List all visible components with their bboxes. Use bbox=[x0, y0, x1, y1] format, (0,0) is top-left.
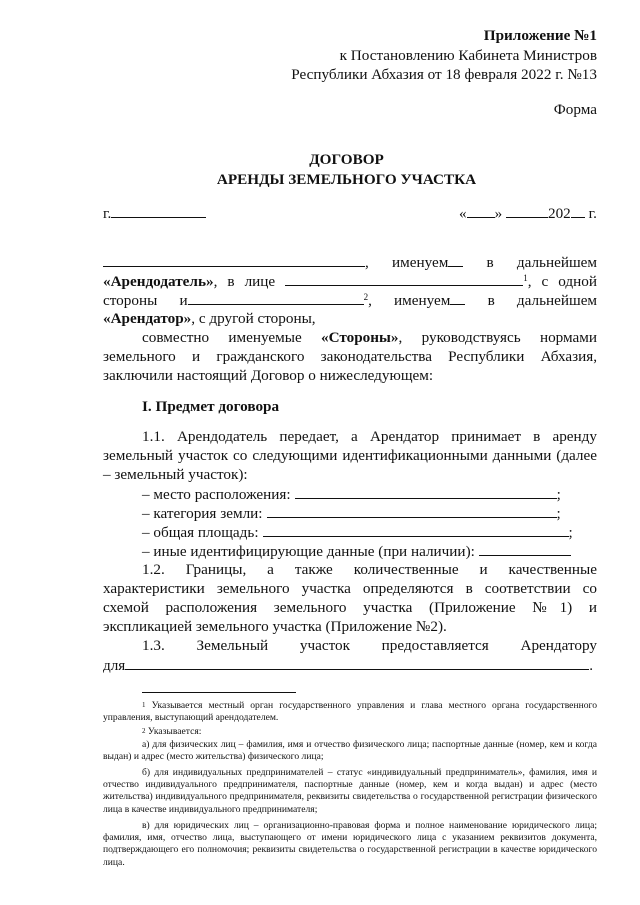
clause-1-2-line-2: характеристики земельного участка определяются в соответствии со bbox=[103, 580, 597, 597]
footnote-1 bbox=[103, 700, 597, 724]
purpose-blank[interactable] bbox=[125, 655, 589, 670]
clause-1-3-line-2 bbox=[103, 655, 593, 676]
form-label: Форма bbox=[553, 101, 597, 118]
ending-blank-2[interactable] bbox=[450, 290, 465, 305]
city-field[interactable] bbox=[103, 203, 206, 224]
area-row bbox=[142, 522, 573, 543]
ending-blank-1[interactable] bbox=[448, 252, 463, 267]
parties-line-1: , именуем в дальнейшем bbox=[103, 252, 597, 273]
doc-title-2: АРЕНДЫ ЗЕМЕЛЬНОГО УЧАСТКА bbox=[216, 171, 477, 188]
year-blank[interactable] bbox=[571, 203, 585, 218]
year-suffix: г. bbox=[588, 205, 597, 222]
footnote-1-text: Указывается местный орган государственного управления и глава местного органа государственного управления, выступающий арендодателем. bbox=[103, 700, 598, 724]
category-blank[interactable] bbox=[267, 503, 557, 518]
clause-1-2-line-1: 1.2. Границы, а также количественные и качественные bbox=[142, 561, 597, 578]
clause-1-3-line-1: 1.3. Земельный участок предоставляется Арендатору bbox=[142, 637, 597, 654]
category-row bbox=[142, 503, 561, 524]
jointly-word: совместно bbox=[142, 329, 210, 346]
area-blank[interactable] bbox=[263, 522, 569, 537]
in-word-2: в bbox=[487, 292, 495, 309]
footnote-2 bbox=[103, 726, 597, 738]
named-word-2: именуем bbox=[394, 292, 451, 309]
lessee-term: «Арендатор» bbox=[103, 310, 192, 327]
category-label: – категория земли: bbox=[142, 505, 263, 522]
named-plural-word: именуемые bbox=[228, 329, 302, 346]
parties-line-6: земельного и гражданского законодательства Республики Абхазия, bbox=[103, 348, 597, 365]
clause-1-2-line-3: схемой расположения земельного участка (Приложение №1) и bbox=[103, 599, 597, 616]
one-side-text: , с одной bbox=[527, 273, 598, 290]
footnote-2c: в) для юридических лиц – организационно-правовая форма и полное наименование юридического лица; фамилия, имя, отчество лица, выступающего от имени юридического лица с указанием реквизитов документа, подтверждающего его полномочия; реквизиты свидетельства о государственной регистрации в качестве юридического лица. bbox=[103, 820, 597, 868]
appendix-line-1: к Постановлению Кабинета Министров bbox=[339, 47, 597, 64]
doc-title-1: ДОГОВОР bbox=[309, 151, 384, 168]
footnote-2-mark: 2 bbox=[363, 292, 369, 302]
lessor-name-blank[interactable] bbox=[103, 252, 365, 267]
other-data-blank[interactable] bbox=[479, 541, 571, 556]
footnote-separator bbox=[142, 692, 296, 693]
footnote-2-text: Указывается: bbox=[147, 726, 202, 737]
clause-1-1-line-2: земельный участок со следующими идентификационными данными (далее bbox=[103, 447, 597, 464]
parties-line-7: заключили настоящий Договор о нижеследующем: bbox=[103, 367, 434, 384]
lessor-term: «Арендодатель» bbox=[103, 273, 214, 290]
parties-line-5 bbox=[142, 328, 597, 348]
period: . bbox=[589, 657, 594, 674]
parties-term: «Стороны» bbox=[321, 329, 399, 346]
location-label: – место расположения: bbox=[142, 486, 291, 503]
side-word: стороны bbox=[103, 292, 158, 309]
in-person-text: , в лице bbox=[213, 273, 276, 290]
for-word: для bbox=[103, 657, 126, 674]
city-blank[interactable] bbox=[111, 203, 206, 218]
footnote-2a: а) для физических лиц – фамилия, имя и отчество физического лица; паспортные данные (номер, кем и когда выдан) и адрес (место жительства) физического лица; bbox=[103, 739, 597, 763]
norms-word: нормами bbox=[539, 329, 598, 346]
lessee-name-blank[interactable] bbox=[188, 290, 364, 305]
location-row bbox=[142, 484, 561, 505]
footnote-1-mark: 1 bbox=[523, 273, 528, 283]
in-word-1: в bbox=[486, 254, 494, 271]
other-side-text: , с другой стороны, bbox=[191, 310, 316, 327]
clause-1-2-line-4: экспликацией земельного участка (Приложение №2). bbox=[103, 618, 447, 635]
appendix-line-2: Республики Абхазия от 18 февраля 2022 г. №13 bbox=[291, 66, 597, 83]
semicolon: ; bbox=[556, 505, 561, 522]
semicolon: ; bbox=[568, 524, 573, 541]
date-open-quote: « bbox=[459, 205, 467, 222]
lessor-representative-blank[interactable] bbox=[285, 271, 523, 286]
month-blank[interactable] bbox=[506, 203, 548, 218]
appendix-title: Приложение №1 bbox=[483, 27, 597, 44]
other-data-label: – иные идентифицирующие данные (при наличии): bbox=[142, 543, 475, 560]
footnote-1-number: 1 bbox=[142, 701, 146, 709]
semicolon: ; bbox=[556, 486, 561, 503]
area-label: – общая площадь: bbox=[142, 524, 259, 541]
footnote-2b: б) для индивидуальных предпринимателей – статус «индивидуальный предприниматель», фамилия, имя и отчество индивидуального предпринимателя, паспортные данные (номер, кем и когда выдан) и адрес (место жительства) индивидуального предпринимателя, реквизиты свидетельства о государственной регистрации физического лица в качестве индивидуального предпринимателя; bbox=[103, 767, 597, 815]
city-prefix: г. bbox=[103, 205, 112, 222]
year-prefix: 202 bbox=[547, 205, 571, 222]
named-word-1: именуем bbox=[391, 254, 449, 271]
further-word-1: дальнейшем bbox=[516, 254, 597, 271]
date-close-quote: » bbox=[494, 205, 503, 222]
other-data-row bbox=[142, 541, 571, 562]
parties-line-3: стороны и $^2$, именуем в дальнейшем bbox=[103, 292, 598, 309]
parties-line-4 bbox=[103, 309, 316, 329]
parties-line-2 bbox=[103, 271, 597, 292]
date-field[interactable] bbox=[459, 203, 597, 224]
guided-word: , руководствуясь bbox=[398, 329, 521, 346]
section-1-heading: I. Предмет договора bbox=[142, 398, 280, 415]
location-blank[interactable] bbox=[295, 484, 557, 499]
clause-1-1-line-1: 1.1. Арендодатель передает, а Арендатор принимает в аренду bbox=[142, 428, 597, 445]
footnote-2-number: 2 bbox=[142, 727, 146, 735]
clause-1-1-line-3: – земельный участок): bbox=[103, 466, 248, 483]
and-word: и bbox=[179, 292, 188, 309]
day-blank[interactable] bbox=[467, 203, 495, 218]
further-word-2: дальнейшем bbox=[516, 292, 598, 309]
